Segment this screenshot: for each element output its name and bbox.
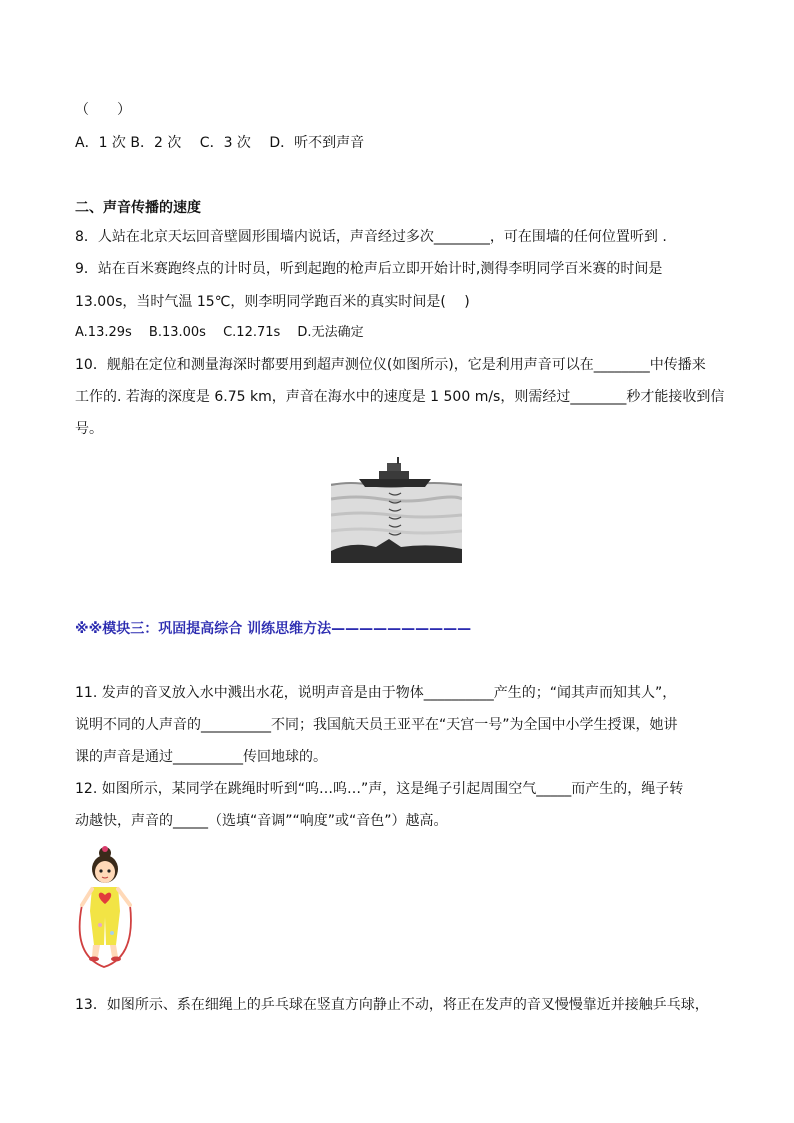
question-12-line-1: 12. 如图所示，某同学在跳绳时听到“呜…呜…”声，这是绳子引起周围空气_____而产生的，绳子转 bbox=[75, 781, 684, 797]
question-10-line-2: 工作的. 若海的深度是 6.75 km，声音在海水中的速度是 1 500 m/s，则需经过________秒才能接收到信 bbox=[75, 389, 725, 405]
answer-paren: （ ） bbox=[75, 102, 131, 118]
question-9-line-1: 9．站在百米赛跑终点的计时员，听到起跑的枪声后立即开始计时,测得李明同学百米赛的时间是 bbox=[75, 261, 663, 277]
question-10-line-1: 10．舰船在定位和测量海深时都要用到超声测位仪(如图所示)，它是利用声音可以在________中传播来 bbox=[75, 357, 706, 373]
question-12-line-2: 动越快，声音的_____（选填“音调”“响度”或“音色”）越高。 bbox=[75, 813, 448, 829]
module-3-heading: ※※模块三：巩固提高综合 训练思维方法—————————— bbox=[75, 621, 472, 637]
girl-jump-rope-figure bbox=[70, 845, 142, 973]
question-13-line-1: 13．如图所示、系在细绳上的乒乓球在竖直方向静止不动，将正在发声的音叉慢慢靠近并接触乒乓球， bbox=[75, 997, 709, 1013]
question-11-line-1: 11. 发声的音叉放入水中溅出水花，说明声音是由于物体__________产生的；“闻其声而知其人”， bbox=[75, 685, 677, 701]
question-9-options: A.13.29s B.13.00s C.12.71s D.无法确定 bbox=[75, 325, 364, 340]
question-8: 8．人站在北京天坛回音壁圆形围墙内说话，声音经过多次________，可在围墙的任何位置听到 . bbox=[75, 229, 667, 245]
question-11-line-2: 说明不同的人声音的__________不同；我国航天员王亚平在“天宫一号”为全国中小学生授课，她讲 bbox=[75, 717, 678, 733]
question-9-line-2: 13.00s，当时气温 15℃，则李明同学跑百米的真实时间是( ) bbox=[75, 294, 470, 310]
question-11-line-3: 课的声音是通过__________传回地球的。 bbox=[75, 749, 327, 765]
section-heading-sound-speed: 二、声音传播的速度 bbox=[75, 200, 201, 216]
q7-options: A．1 次 B．2 次 C．3 次 D．听不到声音 bbox=[75, 135, 365, 151]
question-10-line-3: 号。 bbox=[75, 421, 103, 437]
sonar-ship-figure bbox=[331, 455, 462, 563]
